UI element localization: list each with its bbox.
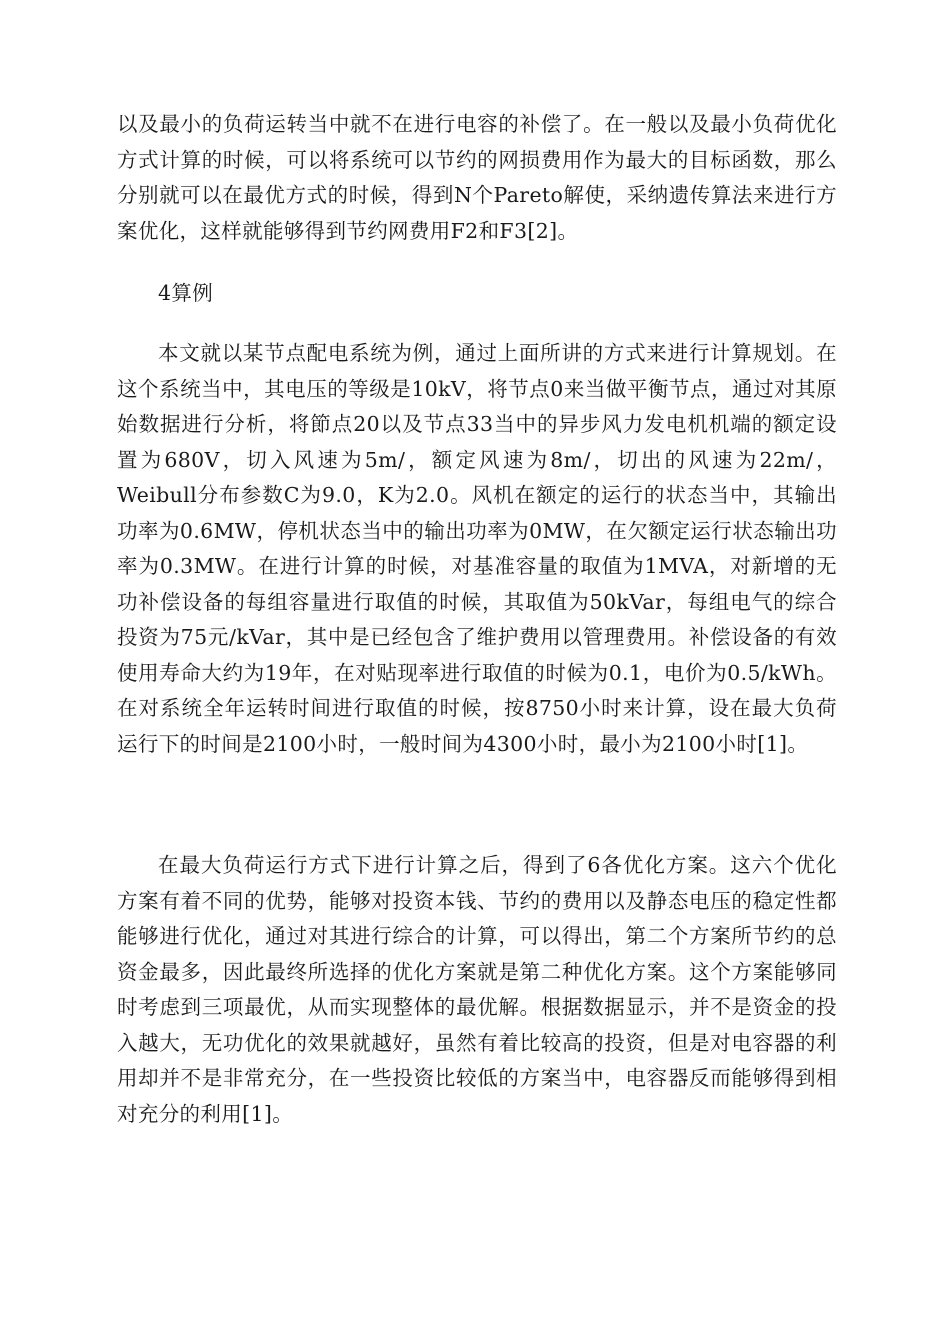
paragraph-example-setup: 本文就以某节点配电系统为例，通过上面所讲的方式来进行计算规划。在这个系统当中，其电压的等级是10kV，将节点0来当做平衡节点，通过对其原始数据进行分析，将節点20以及节点33当中的异步风力发电机机端的额定设置为680V，切入风速为5m/，额定风速为8m/，切出的风速为22m/，Weibull分布参数C为9.0，K为2.0。风机在额定的运行的状态当中，其输出功率为0.6MW，停机状态当中的输出功率为0MW，在欠额定运行状态输出功率为0.3MW。在进行计算的时候，对基准容量的取值为1MVA，对新增的无功补偿设备的每组容量进行取值的时候，其取值为50kVar，每组电气的综合投资为75元/kVar，其中是已经包含了维护费用以管理费用。补偿设备的有效使用寿命大约为19年，在对贴现率进行取值的时候为0.1，电价为0.5/kWh。在对系统全年运转时间进行取值的时候，按8750小时来计算，设在最大负荷运行下的时间是2100小时，一般时间为4300小时，最小为2100小时[1]。 <box>117 341 837 756</box>
section-heading: 4算例 <box>158 281 214 305</box>
paragraph-results: 在最大负荷运行方式下进行计算之后，得到了6各优化方案。这六个优化方案有着不同的优势，能够对投资本钱、节约的费用以及静态电压的稳定性都能够进行优化，通过对其进行综合的计算，可以得出，第二个方案所节约的总资金最多，因此最终所选择的优化方案就是第二种优化方案。这个方案能够同时考虑到三项最优，从而实现整体的最优解。根据数据显示，并不是资金的投入越大，无功优化的效果就越好，虽然有着比较高的投资，但是对电容器的利用却并不是非常充分，在一些投资比较低的方案当中，电容器反而能够得到相对充分的利用[1]。 <box>117 853 837 1126</box>
paragraph-continuation: 以及最小的负荷运转当中就不在进行电容的补偿了。在一般以及最小负荷优化方式计算的时候，可以将系统可以节约的网损费用作为最大的目标函数，那么分别就可以在最优方式的时候，得到N个Pareto解使，采纳遗传算法来进行方案优化，这样就能够得到节约网费用F2和F3[2]。 <box>117 112 837 243</box>
